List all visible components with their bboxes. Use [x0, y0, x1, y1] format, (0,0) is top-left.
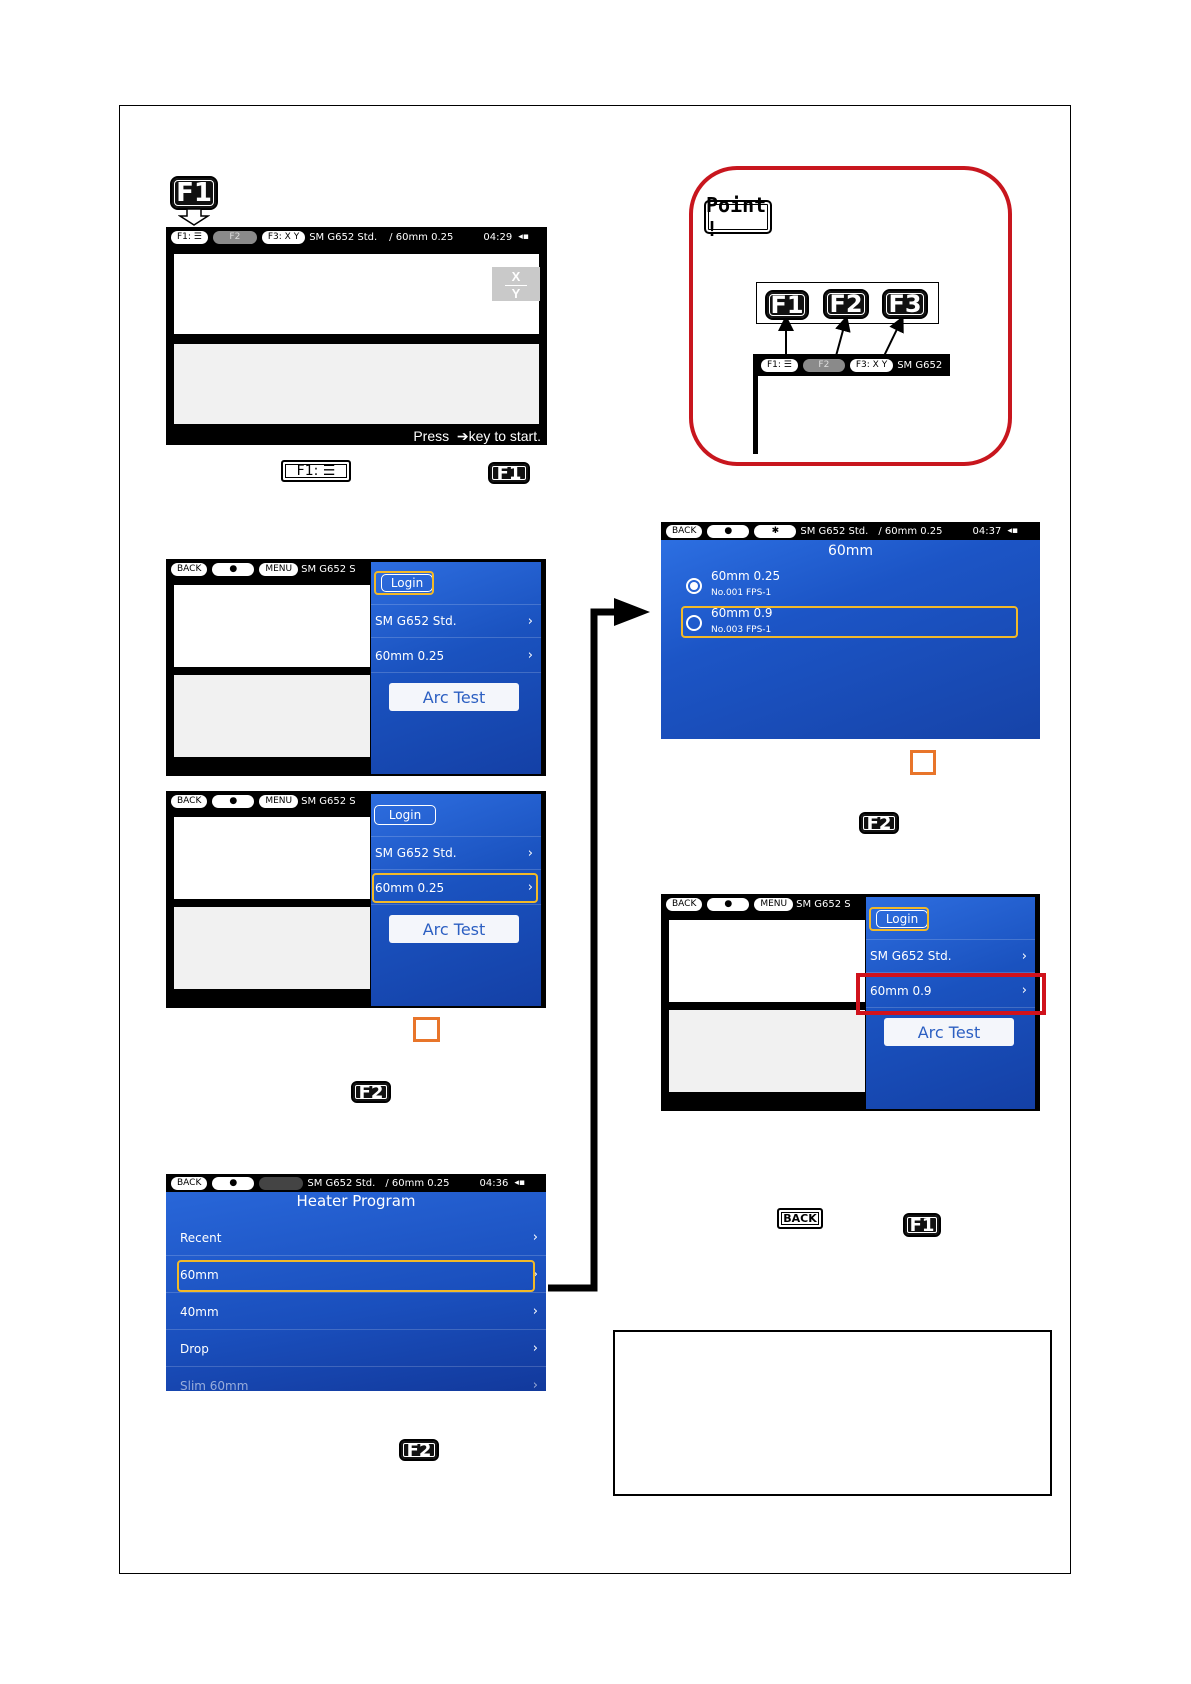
list-item[interactable]: Slim 60mm ›: [166, 1368, 546, 1391]
f3-softkey[interactable]: F3: X Y: [262, 231, 305, 244]
status-bar: [166, 227, 547, 247]
red-highlight-box: [856, 973, 1046, 1015]
side-menu: [371, 562, 541, 774]
heater-program-screen: BACK ● SM G652 Std. / 60mm 0.25 04:36 ◂▪ Heater Program Recent › 60mm › 40mm › Drop › Slim 60mm ›: [166, 1174, 546, 1391]
down-arrow-icon: [178, 208, 210, 226]
heater-program: / 60mm 0.25: [389, 231, 454, 243]
record-button[interactable]: ●: [707, 898, 749, 911]
back-button[interactable]: BACK: [171, 795, 207, 808]
f1-softkey[interactable]: F1: ☰: [171, 231, 208, 244]
login-button[interactable]: Login: [876, 910, 928, 928]
menu-button[interactable]: MENU: [259, 795, 298, 808]
record-button[interactable]: ●: [212, 563, 254, 576]
back-button[interactable]: BACK: [171, 1177, 207, 1190]
flow-arrow: [546, 596, 656, 1296]
orange-square-icon: [413, 1017, 440, 1042]
login-button[interactable]: Login: [374, 805, 436, 825]
f2-key-icon: F2: [859, 812, 899, 834]
list-item[interactable]: 60mm ›: [166, 1257, 546, 1293]
record-button[interactable]: ●: [707, 525, 749, 538]
back-key-icon: BACK: [777, 1208, 823, 1229]
heater-menu-item[interactable]: 60mm 0.25 ›: [371, 639, 541, 673]
f2-key-icon: F2: [823, 289, 869, 319]
mini-screen-edge: [753, 376, 758, 454]
menu-screen-heater: BACK ● MENU SM G652 S Login SM G652 Std. › 60mm 0.25 › Arc Test: [166, 791, 546, 1008]
option-sub: No.001 FPS-1: [711, 588, 772, 598]
f1-menu-label-icon: F1: ☰: [281, 460, 351, 482]
list-item[interactable]: Drop ›: [166, 1331, 546, 1367]
list-item[interactable]: 40mm ›: [166, 1294, 546, 1330]
fiber-menu-item[interactable]: SM G652 Std. ›: [866, 939, 1035, 973]
program-select-screen: BACK ● ✱ SM G652 Std. / 60mm 0.25 04:37 ◂▪ 60mm 60mm 0.25 No.001 FPS-1 60mm 0.9 No.003 FPS-1: [661, 522, 1040, 739]
view-x: [174, 254, 539, 334]
menu-button[interactable]: MENU: [259, 563, 298, 576]
note-box: [613, 1330, 1052, 1496]
screen-title: 60mm: [827, 543, 874, 559]
back-button[interactable]: BACK: [666, 525, 702, 538]
option-sub: No.003 FPS-1: [711, 625, 772, 635]
arc-test-button[interactable]: Arc Test: [389, 683, 519, 711]
heater-menu-item[interactable]: 60mm 0.25 ›: [371, 871, 541, 905]
menu-screen-result: BACK ● MENU SM G652 S Login SM G652 Std. › 60mm 0.9 › Arc Test: [661, 894, 1040, 1111]
orange-square-icon: [910, 750, 936, 775]
fiber-menu-item[interactable]: SM G652 Std. ›: [371, 836, 541, 870]
back-button[interactable]: BACK: [171, 563, 207, 576]
option-label: 60mm 0.9: [711, 606, 773, 620]
login-button[interactable]: Login: [381, 574, 433, 592]
fiber-menu-item[interactable]: SM G652 Std. ›: [371, 604, 541, 638]
screen-title: Heater Program: [296, 1192, 416, 1210]
battery-icon: ◂▪: [518, 232, 529, 242]
start-prompt: Press ➔key to start.: [413, 428, 541, 444]
pointer-arrows: [760, 318, 940, 358]
radio-selected[interactable]: [686, 578, 702, 594]
main-screen: [166, 227, 547, 445]
record-button[interactable]: ●: [212, 795, 254, 808]
f1-key-icon: F1: [903, 1213, 941, 1237]
menu-screen-login: BACK ● MENU SM G652 S Login SM G652 Std. › 60mm 0.25 › Arc Test: [166, 559, 546, 776]
xy-toggle[interactable]: X Y: [492, 267, 540, 301]
view-y: [174, 344, 539, 424]
f2-softkey[interactable]: F2: [213, 231, 257, 244]
f1-key-icon: F1: [765, 290, 809, 320]
clock: 04:29: [483, 231, 513, 243]
list-item[interactable]: Recent ›: [166, 1220, 546, 1256]
f1-key-icon: F1: [170, 176, 218, 210]
menu-button[interactable]: MENU: [754, 898, 793, 911]
heater-menu-item[interactable]: 60mm 0.9 ›: [866, 974, 1035, 1008]
fiber-type: SM G652 Std.: [309, 231, 378, 243]
f1-key-icon: F1: [488, 462, 530, 484]
arc-test-button[interactable]: Arc Test: [389, 915, 519, 943]
mini-screen: F1: ☰ F2 F3: X Y SM G652: [753, 354, 950, 376]
f3-key-icon: F3: [882, 289, 928, 319]
back-button[interactable]: BACK: [666, 898, 702, 911]
point-badge: Point !: [704, 200, 772, 234]
f2-key-icon: F2: [399, 1439, 439, 1461]
settings-icon[interactable]: ✱: [754, 525, 796, 538]
record-button[interactable]: ●: [212, 1177, 254, 1190]
arc-test-button[interactable]: Arc Test: [884, 1018, 1014, 1046]
f2-key-icon: F2: [351, 1081, 391, 1103]
option-label: 60mm 0.25: [711, 569, 781, 583]
